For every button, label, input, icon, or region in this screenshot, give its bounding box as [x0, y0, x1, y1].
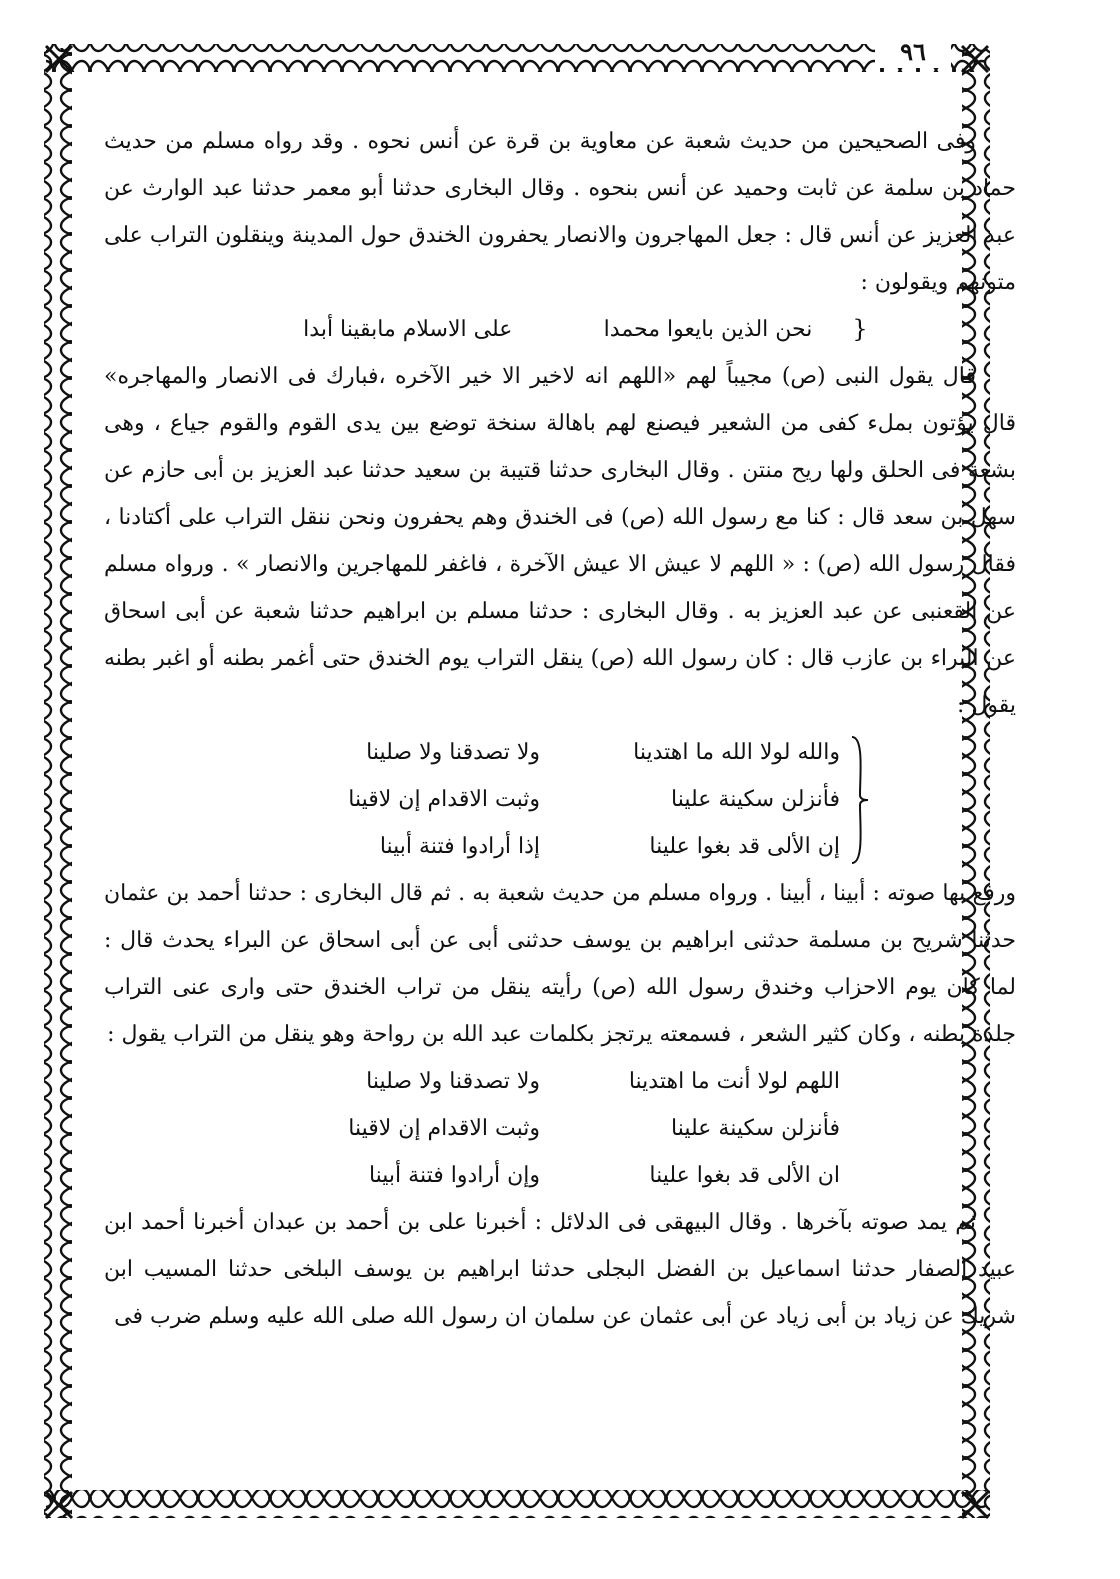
verse-hemistich: إذا أرادوا فتنة أبينا — [379, 834, 540, 859]
verse-2-line-3 — [280, 823, 840, 870]
border-bottom — [46, 1490, 986, 1518]
verse-1-first: نحن الذين بايعوا محمدا — [603, 317, 813, 342]
verse-hemistich: ولا تصدقنا ولا صلينا — [366, 740, 540, 765]
verse-2-line-2 — [280, 776, 840, 823]
paragraph-4: ثم يمد صوته بآخرها . وقال البيهقى فى الدلائل : أخبرنا على بن أحمد بن عبدان أخبرنا أحمد ابن عبيد الصفار حدثنا اسماعيل بن الفضل البجلى حدثنا ابراهيم بن يوسف البلخى حدثنا المسيب ابن شريك عن زياد بن أبى زياد عن أبى عثمان عن سلمان ان رسول الله صلى الله عليه وسلم ضرب فى — [104, 1210, 1017, 1329]
verse-hemistich: ولا تصدقنا ولا صلينا — [366, 1069, 540, 1094]
verse-hemistich: والله لولا الله ما اهتدينا — [633, 740, 840, 765]
verse-3-line-2 — [280, 1105, 840, 1152]
border-top — [46, 44, 986, 72]
border-left — [44, 48, 72, 1518]
page-number: ٩٦ — [875, 36, 951, 68]
verse-hemistich: إن الألى قد بغوا علينا — [649, 834, 840, 859]
verse-1 — [104, 306, 1016, 353]
verse-3-line-1 — [280, 1058, 840, 1105]
verse-brace-icon: { — [852, 315, 868, 343]
verse-hemistich: وثبت الاقدام إن لاقينا — [348, 787, 540, 812]
verse-hemistich: وإن أرادوا فتنة أبينا — [368, 1163, 540, 1188]
verse-brace-icon — [848, 735, 870, 865]
verse-hemistich: ان الألى قد بغوا علينا — [649, 1163, 840, 1188]
paragraph-2: قال يقول النبى (ص) مجيباً لهم «اللهم انه لاخير الا خير الآخره ،فبارك فى الانصار والمهاجره» قال يؤتون بملء كفى من الشعير فيصنع لهم باهالة سنخة توضع بين يدى القوم والقوم جياع ، وهى بشعة فى الحلق ولها ريح منتن . وقال البخارى حدثنا قتيبة بن سعيد حدثنا عبد العزيز بن أبى حازم عن سهل بن سعد قال : كنا مع رسول الله (ص) فى الخندق وهم يحفرون ونحن ننقل التراب على أكتادنا ، فقال رسول الله (ص) : « اللهم لا عيش الا عيش الآخرة ، فاغفر للمهاجرين والانصار » . ورواه مسلم عن القعنبى عن عبد العزيز به . وقال البخارى : حدثنا مسلم بن ابراهيم حدثنا شعبة عن أبى اسحاق عن البراء بن عازب قال : كان رسول الله (ص) ينقل التراب يوم الخندق حتى أغمر بطنه أو اغبر بطنه يقول : — [104, 364, 1016, 718]
verse-block-3 — [280, 1058, 840, 1199]
paragraph-1: وفى الصحيحين من حديث شعبة عن معاوية بن قرة عن أنس نحوه . وقد رواه مسلم من حديث حماد بن سلمة عن ثابت وحميد عن أنس بنحوه . وقال البخارى حدثنا أبو معمر حدثنا عبد الوارث عن عبد العزيز عن أنس قال : جعل المهاجرون والانصار يحفرون الخندق حول المدينة وينقلون التراب على متونهم ويقولون : — [104, 129, 1016, 295]
verse-hemistich: فأنزلن سكينة علينا — [671, 1116, 840, 1141]
verse-3-line-3 — [280, 1152, 840, 1199]
verse-hemistich: فأنزلن سكينة علينا — [671, 787, 840, 812]
verse-1-second: على الاسلام مابقينا أبدا — [303, 317, 513, 342]
verse-hemistich: اللهم لولا أنت ما اهتدينا — [628, 1069, 840, 1094]
verse-hemistich: وثبت الاقدام إن لاقينا — [348, 1116, 540, 1141]
verse-2-line-1 — [280, 729, 840, 776]
verse-block-2 — [280, 729, 840, 870]
main-text — [104, 118, 1016, 1340]
paragraph-3: ورفع بها صوته : أبينا ، أبينا . ورواه مسلم من حديث شعبة به . ثم قال البخارى : حدثنا أحمد بن عثمان حدثنا شريح بن مسلمة حدثنى ابراهيم بن يوسف حدثنى أبى عن أبى اسحاق عن البراء يحدث قال : لما كان يوم الاحزاب وخندق رسول الله (ص) رأيته ينقل من تراب الخندق حتى وارى عنى التراب جلدة بطنه ، وكان كثير الشعر ، فسمعته يرتجز بكلمات عبد الله بن رواحة وهو ينقل من التراب يقول : — [104, 881, 1016, 1047]
